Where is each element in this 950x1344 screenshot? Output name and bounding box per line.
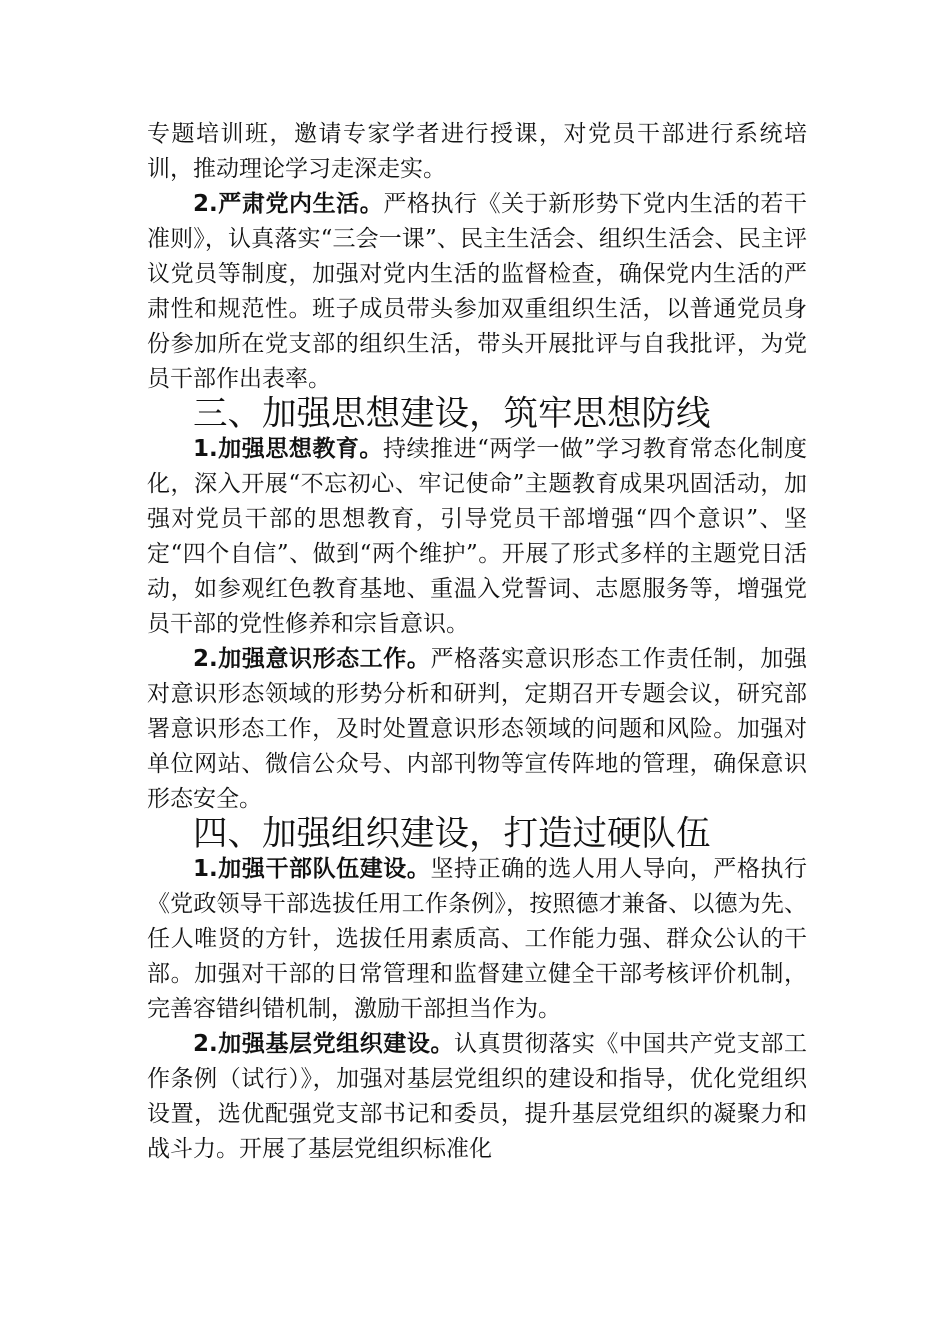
paragraph-lead: 2.严肃党内生活。 bbox=[193, 191, 384, 217]
paragraph-grassroots-organization bbox=[147, 1027, 807, 1167]
paragraph-lead: 2.加强基层党组织建设。 bbox=[193, 1031, 455, 1057]
paragraph-text: 认真贯彻落实《中国共产党支部工作条例（试行）》，加强对基层党组织的建设和指导，优化党组织设置，选优配强党支部书记和委员，提升基层党组织的凝聚力和战斗力。开展了基层党组织标准化 bbox=[147, 1031, 807, 1162]
paragraph-text: 坚持正确的选人用人导向，严格执行《党政领导干部选拔任用工作条例》，按照德才兼备、以德为先、任人唯贤的方针，选拔任用素质高、工作能力强、群众公认的干部。加强对干部的日常管理和监督建立健全干部考核评价机制，完善容错纠错机制，激励干部担当作为。 bbox=[147, 856, 808, 1022]
paragraph-lead: 2.加强意识形态工作。 bbox=[193, 646, 431, 672]
paragraph-text: 专题培训班，邀请专家学者进行授课，对党员干部进行系统培训，推动理论学习走深走实。 bbox=[147, 121, 807, 182]
paragraph-ideological-education bbox=[147, 432, 807, 642]
paragraph-cadre-team bbox=[147, 852, 807, 1027]
document-page bbox=[147, 117, 807, 1167]
paragraph-lead: 1.加强思想教育。 bbox=[193, 436, 383, 462]
paragraph-text: 严格执行《关于新形势下党内生活的若干准则》，认真落实“三会一课”、民主生活会、组织生活会、民主评议党员等制度，加强对党内生活的监督检查，确保党内生活的严肃性和规范性。班子成员带头参加双重组织生活，以普通党员身份参加所在党支部的组织生活，带头开展批评与自我批评，为党员干部作出表率。 bbox=[147, 191, 808, 392]
section-heading-four: 四、加强组织建设，打造过硬队伍 bbox=[193, 814, 711, 854]
section-heading-three: 三、加强思想建设，筑牢思想防线 bbox=[193, 394, 711, 434]
paragraph-party-life bbox=[147, 187, 807, 397]
paragraph-ideology-work bbox=[147, 642, 807, 817]
paragraph-text: 严格落实意识形态工作责任制，加强对意识形态领域的形势分析和研判，定期召开专题会议，研究部署意识形态工作，及时处置意识形态领域的问题和风险。加强对单位网站、微信公众号、内部刊物等宣传阵地的管理，确保意识形态安全。 bbox=[147, 646, 808, 812]
paragraph-training-continuation bbox=[147, 117, 807, 187]
paragraph-lead: 1.加强干部队伍建设。 bbox=[193, 856, 431, 882]
paragraph-text: 持续推进“两学一做”学习教育常态化制度化，深入开展“不忘初心、牢记使命”主题教育成果巩固活动，加强对党员干部的思想教育，引导党员干部增强“四个意识”、坚定“四个自信”、做到“两个维护”。开展了形式多样的主题党日活动，如参观红色教育基地、重温入党誓词、志愿服务等，增强党员干部的党性修养和宗旨意识。 bbox=[147, 436, 807, 637]
